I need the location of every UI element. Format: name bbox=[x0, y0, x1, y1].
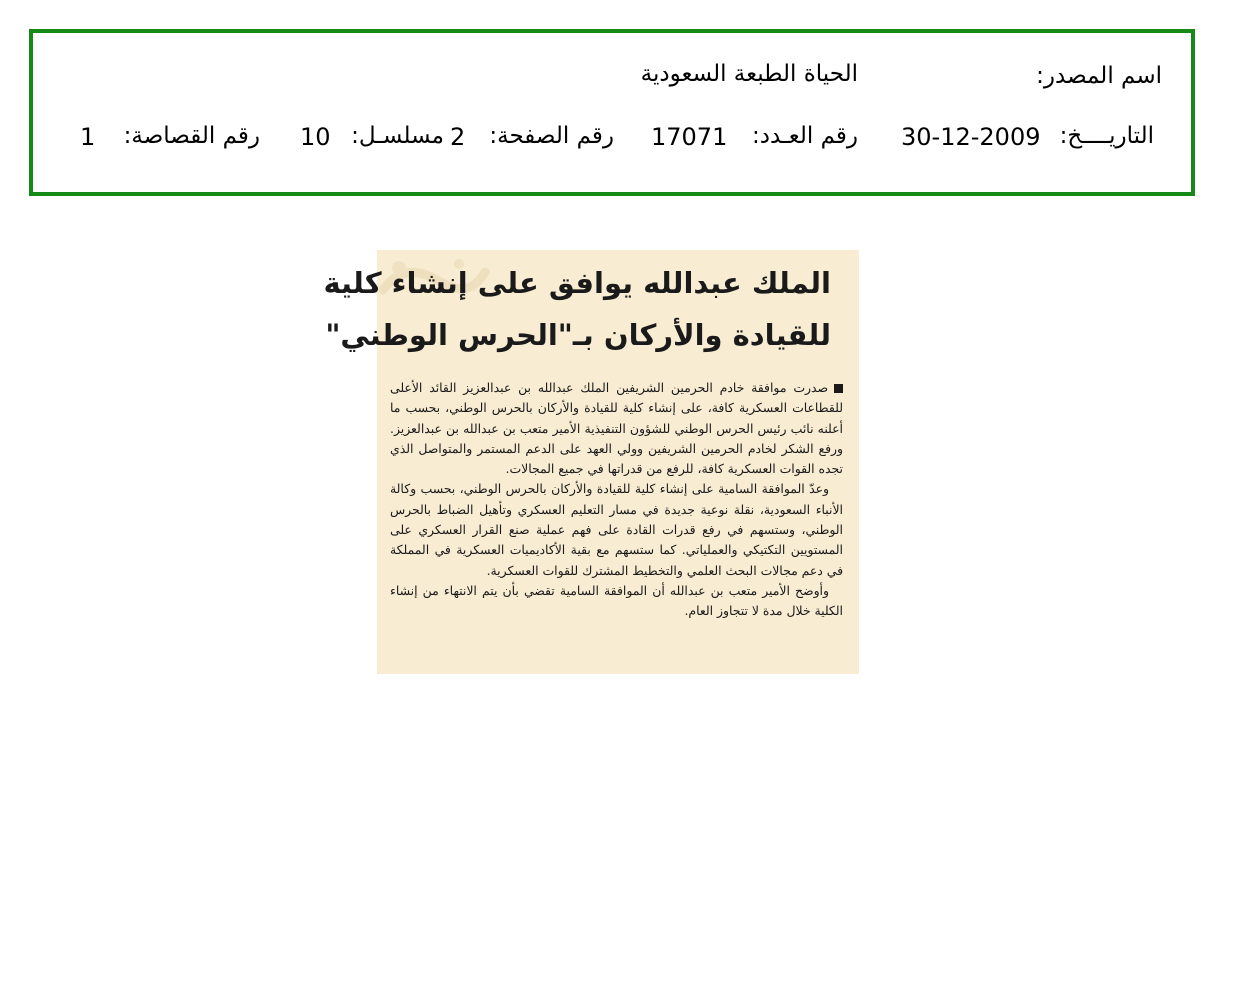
newspaper-clipping bbox=[323, 250, 859, 674]
date-value: 30-12-2009 bbox=[901, 123, 1041, 151]
bullet-square-icon bbox=[834, 384, 843, 393]
article-paragraph-1-text: صدرت موافقة خادم الحرمين الشريفين الملك عبدالله بن عبدالعزيز القائد الأعلى للقطاعات العسكرية كافة، على إنشاء كلية للقيادة والأركان بالحرس الوطني، بحسب ما أعلنه نائب رئيس الحرس الوطني للشؤون التنفيذية الأمير متعب بن عبدالله بن عبدالعزيز. ورفع الشكر لخادم الحرمين الشريفين وولي العهد على الدعم المستمر والمتواصل الذي تجده القوات العسكرية كافة، للرفع من قدراتها في جميع المجالات. bbox=[390, 380, 843, 477]
clipping-info-box bbox=[29, 29, 1195, 196]
article-paragraph-3: وأوضح الأمير متعب بن عبدالله أن الموافقة السامية تقضي بأن يتم الانتهاء من إنشاء الكلية خلال مدة لا تتجاوز العام. bbox=[390, 582, 843, 619]
clip-number-value: 1 bbox=[80, 123, 96, 151]
article-headline-line-2: للقيادة والأركان بـ"الحرس الوطني" bbox=[325, 318, 831, 352]
source-value: الحياة الطبعة السعودية bbox=[640, 61, 858, 87]
page-value: 2 bbox=[450, 123, 466, 151]
issue-value: 17071 bbox=[651, 123, 728, 151]
clip-number-label: رقم القصاصة: bbox=[123, 123, 260, 149]
serial-value: 10 bbox=[300, 123, 331, 151]
date-label: التاريــــخ: bbox=[1059, 123, 1154, 149]
article-paragraph-2: وعدّ الموافقة السامية على إنشاء كلية للقيادة والأركان بالحرس الوطني، بحسب وكالة الأنباء السعودية، نقلة نوعية جديدة في مسار التعليم العسكري وتأهيل الضباط بالحرس الوطني، وستسهم في رفع قدرات القادة على فهم عملية صنع القرار العسكري على المستويين التكتيكي والعملياتي. كما ستسهم مع بقية الأكاديميات العسكرية في المملكة في دعم مجالات البحث العلمي والتخطيط المشترك للقوات العسكرية. bbox=[390, 481, 843, 578]
serial-label: مسلسـل: bbox=[351, 123, 444, 149]
issue-label: رقم العـدد: bbox=[751, 123, 858, 149]
article-paragraph-1 bbox=[390, 378, 843, 479]
article-headline-line-1: الملك عبدالله يوافق على إنشاء كلية bbox=[323, 266, 831, 300]
source-label: اسم المصدر: bbox=[1036, 63, 1162, 89]
article-body bbox=[390, 378, 843, 622]
page-label: رقم الصفحة: bbox=[489, 123, 614, 149]
